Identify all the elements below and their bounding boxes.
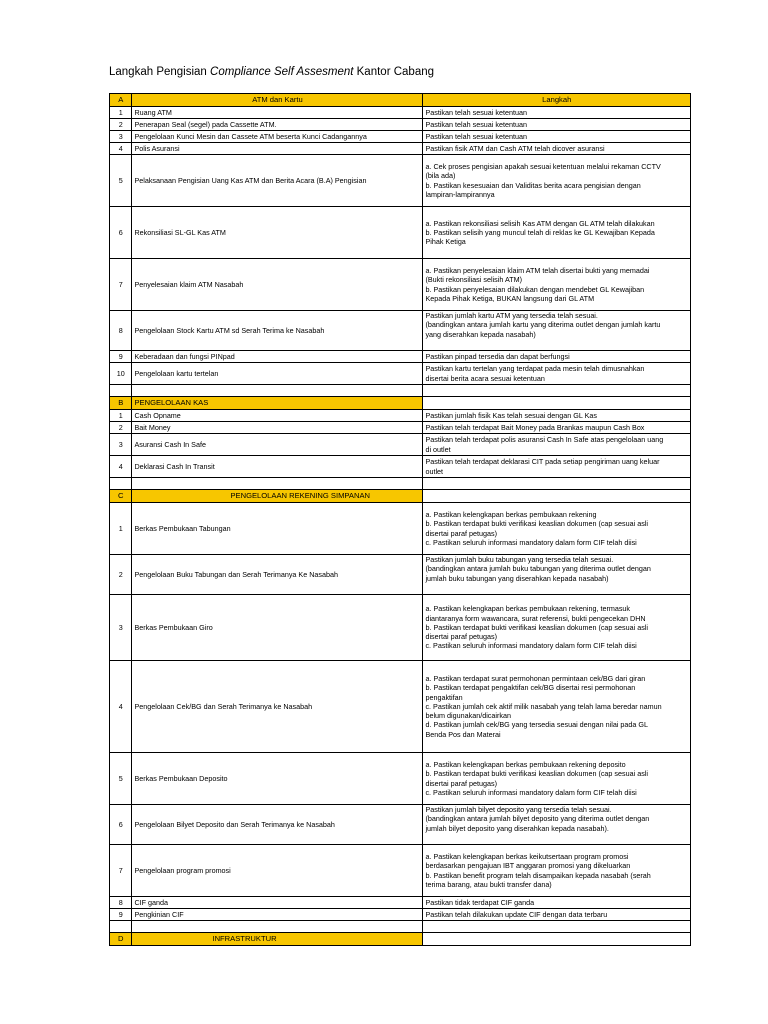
row-number: 5 (110, 155, 132, 207)
row-number: 9 (110, 351, 132, 363)
step-line: Pastikan telah terdapat Bait Money pada Brankas maupun Cash Box (425, 422, 645, 432)
checklist-body (110, 94, 691, 946)
section-letter: D (110, 933, 132, 946)
step-line: Pastikan telah dilakukan update CIF dengan data terbaru (425, 909, 608, 919)
row-item: Pengelolaan Stock Kartu ATM sd Serah Terima ke Nasabah (132, 311, 423, 351)
row-steps (423, 119, 691, 131)
step-line: (bandingkan antara jumlah buku tabungan yang diterima outlet dengan (425, 564, 651, 574)
blank-row (110, 921, 691, 933)
step-line: Pastikan tidak terdapat CIF ganda (425, 897, 535, 907)
step-line: pengaktifan (425, 692, 463, 702)
row-item: CIF ganda (132, 897, 423, 909)
section-title: INFRASTRUKTUR (132, 933, 423, 946)
checklist-row (110, 351, 691, 363)
step-line: b. Pastikan selisih yang muncul telah di reklas ke GL Kewajiban Kepada (425, 227, 655, 237)
row-item: Penyelesaian klaim ATM Nasabah (132, 259, 423, 311)
step-line: diantaranya form wawancara, surat referensi, bukti pengecekan DHN (425, 613, 646, 623)
section-header-row (110, 397, 691, 410)
step-line: a. Pastikan kelengkapan berkas pembukaan rekening deposito (425, 759, 626, 769)
step-line: b. Pastikan benefit program telah disampaikan kepada nasabah (serah (425, 870, 651, 880)
step-line: disertai paraf petugas) (425, 778, 497, 788)
row-item: Pengelolaan Kunci Mesin dan Cassete ATM beserta Kunci Cadangannya (132, 131, 423, 143)
row-item: Ruang ATM (132, 107, 423, 119)
row-item: Pengelolaan kartu tertelan (132, 363, 423, 385)
checklist-row (110, 503, 691, 555)
row-steps (423, 555, 691, 595)
step-line: Pastikan jumlah buku tabungan yang tersedia telah sesuai. (425, 555, 614, 564)
step-line: a. Pastikan rekonsiliasi selisih Kas ATM dengan GL ATM telah dilakukan (425, 218, 655, 228)
step-line: Pihak Ketiga (425, 237, 466, 247)
step-line: b. Pastikan terdapat bukti verifikasi keaslian dokumen (cap sesuai asli (425, 622, 648, 632)
step-line: a. Cek proses pengisian apakah sesuai ketentuan melalui rekaman CCTV (425, 161, 661, 171)
step-line: Pastikan jumlah fisik Kas telah sesuai dengan GL Kas (425, 410, 597, 420)
row-number: 5 (110, 753, 132, 805)
step-line: disertai paraf petugas) (425, 528, 497, 538)
step-line: a. Pastikan kelengkapan berkas pembukaan rekening (425, 509, 597, 519)
step-line: outlet (425, 466, 444, 476)
row-item: Berkas Pembukaan Deposito (132, 753, 423, 805)
step-line: (bila ada) (425, 171, 456, 181)
checklist-row (110, 107, 691, 119)
step-line: a. Pastikan terdapat surat permohonan permintaan cek/BG dari giran (425, 673, 646, 683)
checklist-row (110, 131, 691, 143)
row-item: Asuransi Cash In Safe (132, 434, 423, 456)
checklist-row (110, 909, 691, 921)
section-step-header (423, 397, 691, 410)
row-steps (423, 311, 691, 351)
row-item: Keberadaan dan fungsi PINpad (132, 351, 423, 363)
row-steps (423, 155, 691, 207)
row-steps (423, 909, 691, 921)
checklist-row (110, 456, 691, 478)
step-line: belum digunakan/dicairkan (425, 711, 511, 721)
row-number: 8 (110, 897, 132, 909)
step-line: c. Pastikan jumlah cek aktif milik nasabah yang telah lama beredar namun (425, 701, 662, 711)
step-line: d. Pastikan jumlah cek/BG yang tersedia sesuai dengan nilai pada GL (425, 720, 649, 730)
step-line: Pastikan telah sesuai ketentuan (425, 107, 527, 117)
row-number: 1 (110, 410, 132, 422)
row-steps (423, 410, 691, 422)
row-number: 3 (110, 595, 132, 661)
row-item: Polis Asuransi (132, 143, 423, 155)
row-steps (423, 107, 691, 119)
checklist-row (110, 207, 691, 259)
row-item: Berkas Pembukaan Giro (132, 595, 423, 661)
step-line: disertai berita acara sesuai ketentuan (425, 373, 545, 383)
row-item: Pengelolaan Bilyet Deposito dan Serah Terimanya ke Nasabah (132, 805, 423, 845)
step-line: b. Pastikan penyelesaian dilakukan dengan mendebet GL Kewajiban (425, 284, 645, 294)
step-line: di outlet (425, 444, 451, 454)
title-part-1: Langkah Pengisian (109, 66, 207, 78)
checklist-row (110, 753, 691, 805)
section-step-header: Langkah (423, 94, 691, 107)
step-line: Pastikan jumlah kartu ATM yang tersedia telah sesuai. (425, 311, 598, 320)
row-item: Deklarasi Cash In Transit (132, 456, 423, 478)
section-step-header (423, 933, 691, 946)
step-line: berdasarkan pengajuan IBT anggaran promosi yang dikeluarkan (425, 861, 631, 871)
row-number: 8 (110, 311, 132, 351)
step-line: a. Pastikan kelengkapan berkas pembukaan rekening, termasuk (425, 604, 631, 614)
row-number: 1 (110, 503, 132, 555)
step-line: disertai paraf petugas) (425, 632, 497, 642)
checklist-row (110, 805, 691, 845)
step-line: a. Pastikan penyelesaian klaim ATM telah disertai bukti yang memadai (425, 265, 650, 275)
step-line: Pastikan telah sesuai ketentuan (425, 131, 527, 141)
checklist-row (110, 845, 691, 897)
checklist-row (110, 119, 691, 131)
step-line: Pastikan pinpad tersedia dan dapat berfungsi (425, 351, 570, 361)
row-number: 3 (110, 434, 132, 456)
row-steps (423, 845, 691, 897)
section-letter: C (110, 490, 132, 503)
step-line: jumlah buku tabungan yang diserahkan kepada nasabah) (425, 573, 609, 583)
row-steps (423, 434, 691, 456)
checklist-row (110, 897, 691, 909)
step-line: Benda Pos dan Materai (425, 729, 501, 739)
section-step-header (423, 490, 691, 503)
document-title (109, 66, 434, 78)
blank-cell (132, 921, 423, 933)
section-title: PENGELOLAAN REKENING SIMPANAN (132, 490, 423, 503)
row-number: 4 (110, 661, 132, 753)
row-steps (423, 805, 691, 845)
step-line: (bandingkan antara jumlah kartu yang diterima outlet dengan jumlah kartu (425, 320, 661, 330)
row-number: 10 (110, 363, 132, 385)
title-part-2: Compliance Self Assesment (210, 66, 354, 78)
section-header-row (110, 490, 691, 503)
row-steps (423, 897, 691, 909)
row-item: Pengelolaan program promosi (132, 845, 423, 897)
step-line: lampiran-lampirannya (425, 189, 495, 199)
row-number: 7 (110, 845, 132, 897)
section-title: ATM dan Kartu (132, 94, 423, 107)
blank-cell (423, 921, 691, 933)
step-line: b. Pastikan terdapat pengaktifan cek/BG disertai resi permohonan (425, 683, 636, 693)
step-line: a. Pastikan kelengkapan berkas keikutsertaan program promosi (425, 851, 629, 861)
section-header-row (110, 933, 691, 946)
row-number: 2 (110, 119, 132, 131)
row-item: Bait Money (132, 422, 423, 434)
blank-cell (110, 385, 132, 397)
step-line: yang diserahkan kepada nasabah) (425, 329, 536, 339)
section-title: PENGELOLAAN KAS (132, 397, 423, 410)
section-letter: A (110, 94, 132, 107)
step-line: b. Pastikan terdapat bukti verifikasi keaslian dokumen (cap sesuai asli (425, 769, 648, 779)
row-steps (423, 503, 691, 555)
step-line: Pastikan telah terdapat deklarasi CIT pada setiap pengiriman uang keluar (425, 457, 660, 467)
step-line: c. Pastikan seluruh informasi mandatory dalam form CIF telah diisi (425, 537, 637, 547)
row-steps (423, 131, 691, 143)
blank-cell (110, 478, 132, 490)
section-header-row (110, 94, 691, 107)
blank-cell (132, 385, 423, 397)
checklist-row (110, 661, 691, 753)
row-item: Pelaksanaan Pengisian Uang Kas ATM dan Berita Acara (B.A) Pengisian (132, 155, 423, 207)
checklist-row (110, 155, 691, 207)
checklist-row (110, 311, 691, 351)
step-line: c. Pastikan seluruh informasi mandatory dalam form CIF telah diisi (425, 787, 637, 797)
checklist-table (109, 93, 691, 946)
step-line: (Bukti rekonsiliasi selisih ATM) (425, 275, 522, 285)
row-steps (423, 363, 691, 385)
row-item: Cash Opname (132, 410, 423, 422)
row-steps (423, 661, 691, 753)
step-line: Kepada Pihak Ketiga, BUKAN langsung dari GL ATM (425, 293, 595, 303)
row-number: 2 (110, 555, 132, 595)
row-number: 2 (110, 422, 132, 434)
row-number: 1 (110, 107, 132, 119)
blank-cell (423, 478, 691, 490)
row-number: 9 (110, 909, 132, 921)
checklist-row (110, 259, 691, 311)
row-item: Penerapan Seal (segel) pada Cassette ATM. (132, 119, 423, 131)
step-line: c. Pastikan seluruh informasi mandatory dalam form CIF telah diisi (425, 641, 637, 651)
step-line: terima barang, atau bukti transfer dana) (425, 879, 552, 889)
blank-cell (132, 478, 423, 490)
step-line: b. Pastikan kesesuaian dan Validitas berita acara pengisian dengan (425, 180, 641, 190)
step-line: Pastikan telah sesuai ketentuan (425, 119, 527, 129)
blank-cell (423, 385, 691, 397)
row-item: Rekonsiliasi SL-GL Kas ATM (132, 207, 423, 259)
step-line: Pastikan telah terdapat polis asuransi Cash In Safe atas pengelolaan uang (425, 435, 664, 445)
step-line: Pastikan fisik ATM dan Cash ATM telah dicover asuransi (425, 143, 605, 153)
blank-row (110, 385, 691, 397)
row-steps (423, 753, 691, 805)
section-letter: B (110, 397, 132, 410)
checklist-row (110, 434, 691, 456)
row-steps (423, 259, 691, 311)
blank-row (110, 478, 691, 490)
row-number: 6 (110, 805, 132, 845)
row-number: 3 (110, 131, 132, 143)
step-line: b. Pastikan terdapat bukti verifikasi keaslian dokumen (cap sesuai asli (425, 519, 648, 529)
row-number: 7 (110, 259, 132, 311)
row-number: 4 (110, 143, 132, 155)
row-steps (423, 595, 691, 661)
row-number: 6 (110, 207, 132, 259)
row-steps (423, 422, 691, 434)
row-steps (423, 143, 691, 155)
checklist-row (110, 143, 691, 155)
checklist-row (110, 410, 691, 422)
row-item: Pengelolaan Cek/BG dan Serah Terimanya ke Nasabah (132, 661, 423, 753)
title-part-3: Kantor Cabang (356, 66, 435, 78)
step-line: Pastikan jumlah bilyet deposito yang tersedia telah sesuai. (425, 805, 612, 814)
step-line: Pastikan kartu tertelan yang terdapat pada mesin telah dimusnahkan (425, 364, 645, 374)
checklist-row (110, 595, 691, 661)
row-steps (423, 456, 691, 478)
checklist-row (110, 363, 691, 385)
row-steps (423, 207, 691, 259)
step-line: jumlah bilyet deposito yang diserahkan kepada nasabah). (425, 823, 609, 833)
row-number: 4 (110, 456, 132, 478)
checklist-row (110, 555, 691, 595)
row-item: Pengelolaan Buku Tabungan dan Serah Terimanya Ke Nasabah (132, 555, 423, 595)
row-steps (423, 351, 691, 363)
step-line: (bandingkan antara jumlah bilyet deposito yang diterima outlet dengan (425, 814, 650, 824)
row-item: Berkas Pembukaan Tabungan (132, 503, 423, 555)
checklist-row (110, 422, 691, 434)
row-item: Pengkinian CIF (132, 909, 423, 921)
blank-cell (110, 921, 132, 933)
